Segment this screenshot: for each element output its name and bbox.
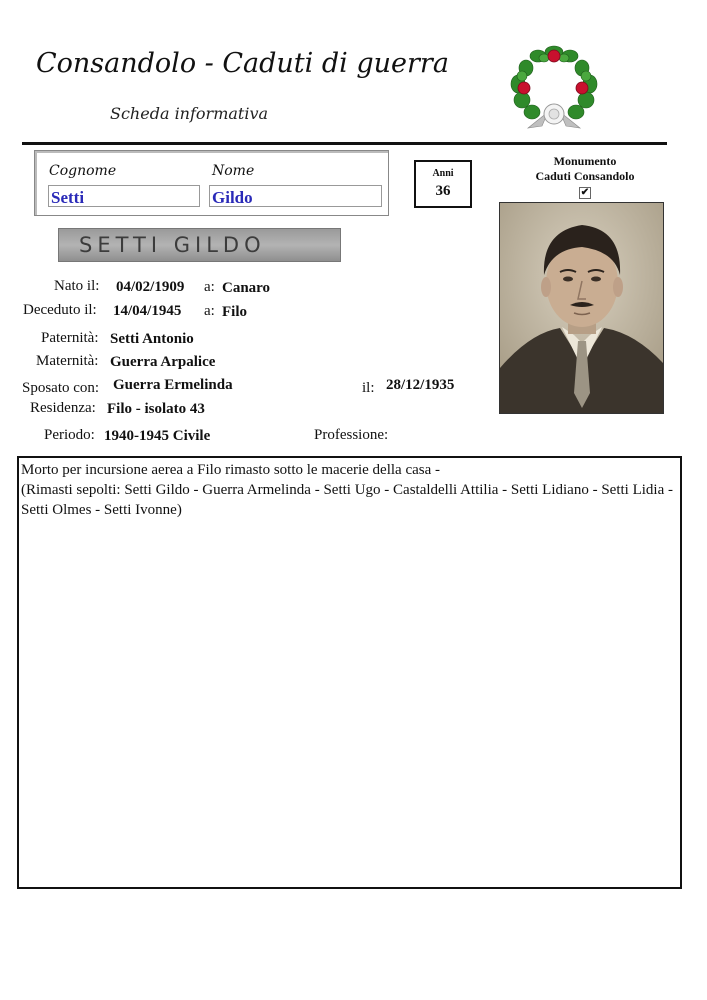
age-value: 36 xyxy=(435,183,451,199)
monument-line1: Monumento xyxy=(553,154,617,168)
mother-value: Guerra Arpalice xyxy=(110,354,216,370)
died-place-label: a: xyxy=(204,303,215,319)
age-box xyxy=(414,160,472,208)
monument-checkbox[interactable]: ✔ xyxy=(580,187,590,198)
father-value: Setti Antonio xyxy=(110,331,194,347)
spouse-label: Sposato con: xyxy=(22,380,100,396)
monument-block xyxy=(520,154,650,199)
period-label: Periodo: xyxy=(44,427,95,443)
marriage-date: 28/12/1935 xyxy=(386,377,455,393)
portrait-photo-icon xyxy=(499,202,664,414)
monument-line2: Caduti Consandolo xyxy=(535,169,635,183)
notes-line2: (Rimasti sepolti: Setti Gildo - Guerra Armelinda - Setti Ugo - Castaldelli Attilia - Setti Lidiano - Setti Lidia - Setti Olmes - Setti Ivonne) xyxy=(21,482,673,518)
name-box xyxy=(34,150,389,216)
born-date: 04/02/1909 xyxy=(116,279,185,295)
notes-box xyxy=(17,456,682,889)
name-plaque: SETTI GILDO xyxy=(58,228,341,262)
page-subtitle: Scheda informativa xyxy=(110,104,269,123)
died-label: Deceduto il: xyxy=(23,302,97,318)
page-title: Consandolo - Caduti di guerra xyxy=(36,48,449,79)
profession-label: Professione: xyxy=(314,427,389,443)
residence-label: Residenza: xyxy=(30,400,96,416)
laurel-wreath-with-roses-icon xyxy=(508,42,600,136)
born-place-label: a: xyxy=(204,279,215,295)
died-date: 14/04/1945 xyxy=(113,303,182,319)
age-label: Anni xyxy=(432,168,454,179)
notes-line1: Morto per incursione aerea a Filo rimasto sotto le macerie della casa - xyxy=(21,462,441,478)
surname-field: Setti xyxy=(48,185,200,207)
residence-value: Filo - isolato 43 xyxy=(107,401,205,417)
surname-label: Cognome xyxy=(49,163,117,179)
period-value: 1940-1945 Civile xyxy=(104,428,211,444)
marriage-date-label: il: xyxy=(362,380,375,396)
born-place: Canaro xyxy=(222,280,271,296)
portrait-drawing xyxy=(500,203,663,413)
name-field: Gildo xyxy=(209,185,382,207)
born-label: Nato il: xyxy=(54,278,100,294)
father-label: Paternità: xyxy=(41,330,99,346)
spouse-value: Guerra Ermelinda xyxy=(113,377,233,393)
died-place: Filo xyxy=(222,304,247,320)
name-label: Nome xyxy=(212,163,255,179)
header-divider xyxy=(22,142,667,145)
mother-label: Maternità: xyxy=(36,353,99,369)
